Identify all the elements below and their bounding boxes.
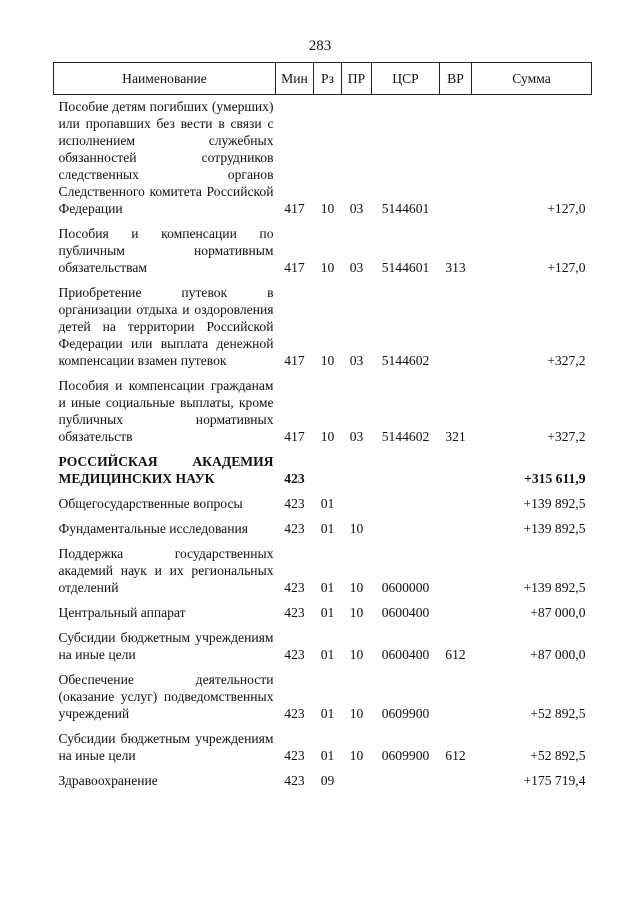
row-vr: 321 [445, 429, 466, 444]
row-csr: 0600000 [381, 580, 430, 595]
row-name: Пособие детям погибших (умерших) или пропавших без вести в связи с исполнением служебных обязанностей сотрудников следственных органов Следственного комитета Российской Федерации [58, 99, 274, 216]
row-rz: 10 [320, 260, 335, 275]
table-row [54, 764, 592, 789]
header-csr: ЦСР [372, 63, 440, 95]
row-pr: 10 [349, 647, 364, 662]
row-vr [440, 445, 472, 487]
row-csr: 5144601 [381, 201, 430, 216]
row-pr: 10 [349, 748, 364, 763]
header-sum: Сумма [472, 63, 592, 95]
row-rz: 01 [320, 496, 335, 511]
row-min: 423 [284, 605, 305, 620]
row-min: 423 [284, 773, 305, 788]
table-row [54, 512, 592, 537]
row-rz: 01 [320, 580, 335, 595]
row-min: 417 [284, 201, 305, 216]
table-row [54, 369, 592, 445]
table-row [54, 722, 592, 764]
table-header-row [54, 63, 592, 95]
row-vr: 612 [445, 647, 466, 662]
row-min: 423 [284, 471, 305, 486]
row-sum: +127,0 [547, 201, 586, 216]
row-rz: 01 [320, 605, 335, 620]
row-name: Здравоохранение [58, 773, 158, 788]
page-number: 283 [308, 38, 332, 54]
table-row [54, 487, 592, 512]
row-sum: +315 611,9 [524, 471, 586, 486]
row-pr: 03 [349, 353, 364, 368]
row-min: 423 [284, 706, 305, 721]
row-name: Пособия и компенсации по публичным нормативным обязательствам [58, 226, 274, 275]
row-csr: 0609900 [381, 748, 430, 763]
row-sum: +139 892,5 [523, 580, 586, 595]
row-min: 423 [284, 748, 305, 763]
row-csr: 5144602 [381, 353, 430, 368]
row-csr [372, 512, 440, 537]
row-csr: 5144602 [381, 429, 430, 444]
row-min: 423 [284, 521, 305, 536]
row-sum: +87 000,0 [530, 647, 586, 662]
row-pr [342, 487, 372, 512]
row-vr [440, 764, 472, 789]
row-csr [372, 764, 440, 789]
row-csr: 0609900 [381, 706, 430, 721]
row-vr [440, 512, 472, 537]
row-name: Субсидии бюджетным учреждениям на иные цели [58, 630, 274, 662]
row-name: Общегосударственные вопросы [58, 496, 243, 511]
header-name: Наименование [54, 63, 276, 95]
row-rz [314, 445, 342, 487]
row-rz: 01 [320, 647, 335, 662]
row-pr: 03 [349, 201, 364, 216]
row-pr: 10 [349, 605, 364, 620]
row-name: РОССИЙСКАЯ АКАДЕМИЯ МЕДИЦИНСКИХ НАУК [58, 454, 274, 486]
header-rz: Рз [314, 63, 342, 95]
table-row [54, 276, 592, 369]
row-name: Субсидии бюджетным учреждениям на иные цели [58, 731, 274, 763]
row-rz: 01 [320, 706, 335, 721]
row-pr [342, 764, 372, 789]
row-sum: +175 719,4 [523, 773, 586, 788]
table-body [54, 95, 592, 790]
header-pr: ПР [342, 63, 372, 95]
row-vr [440, 276, 472, 369]
row-csr [372, 487, 440, 512]
row-rz: 10 [320, 353, 335, 368]
row-sum: +127,0 [547, 260, 586, 275]
row-csr: 0600400 [381, 605, 430, 620]
row-csr: 5144601 [381, 260, 430, 275]
row-min: 423 [284, 647, 305, 662]
row-vr [440, 95, 472, 218]
row-sum: +327,2 [547, 429, 586, 444]
row-vr: 313 [445, 260, 466, 275]
row-sum: +87 000,0 [530, 605, 586, 620]
row-rz: 01 [320, 748, 335, 763]
row-pr: 03 [349, 429, 364, 444]
row-vr [440, 537, 472, 596]
table-row [54, 621, 592, 663]
row-name: Пособия и компенсации гражданам и иные социальные выплаты, кроме публичных нормативных обязательств [58, 378, 274, 444]
table-row [54, 445, 592, 487]
row-min: 417 [284, 429, 305, 444]
row-vr [440, 596, 472, 621]
row-vr [440, 663, 472, 722]
row-name: Обеспечение деятельности (оказание услуг) подведомственных учреждений [58, 672, 274, 721]
table-row [54, 95, 592, 218]
table-row [54, 596, 592, 621]
row-min: 423 [284, 496, 305, 511]
row-sum: +52 892,5 [530, 748, 586, 763]
row-name: Приобретение путевок в организации отдыха и оздоровления детей на территории Российской Федерации или выплата денежной компенсации взамен путевок [58, 285, 274, 368]
row-name: Центральный аппарат [58, 605, 186, 620]
row-pr: 10 [349, 706, 364, 721]
table-row [54, 537, 592, 596]
row-sum: +327,2 [547, 353, 586, 368]
row-sum: +139 892,5 [523, 521, 586, 536]
table-row [54, 663, 592, 722]
row-pr: 10 [349, 521, 364, 536]
row-min: 417 [284, 353, 305, 368]
header-min: Мин [276, 63, 314, 95]
budget-table [53, 62, 592, 789]
row-rz: 09 [320, 773, 335, 788]
row-csr: 0600400 [381, 647, 430, 662]
row-rz: 01 [320, 521, 335, 536]
row-sum: +139 892,5 [523, 496, 586, 511]
row-name: Фундаментальные исследования [58, 521, 249, 536]
row-pr: 10 [349, 580, 364, 595]
row-csr [372, 445, 440, 487]
row-pr: 03 [349, 260, 364, 275]
row-vr [440, 487, 472, 512]
row-name: Поддержка государственных академий наук и их региональных отделений [58, 546, 274, 595]
row-sum: +52 892,5 [530, 706, 586, 721]
row-rz: 10 [320, 429, 335, 444]
row-min: 417 [284, 260, 305, 275]
row-min: 423 [284, 580, 305, 595]
row-rz: 10 [320, 201, 335, 216]
header-vr: ВР [440, 63, 472, 95]
table-row [54, 217, 592, 276]
row-pr [342, 445, 372, 487]
row-vr: 612 [445, 748, 466, 763]
